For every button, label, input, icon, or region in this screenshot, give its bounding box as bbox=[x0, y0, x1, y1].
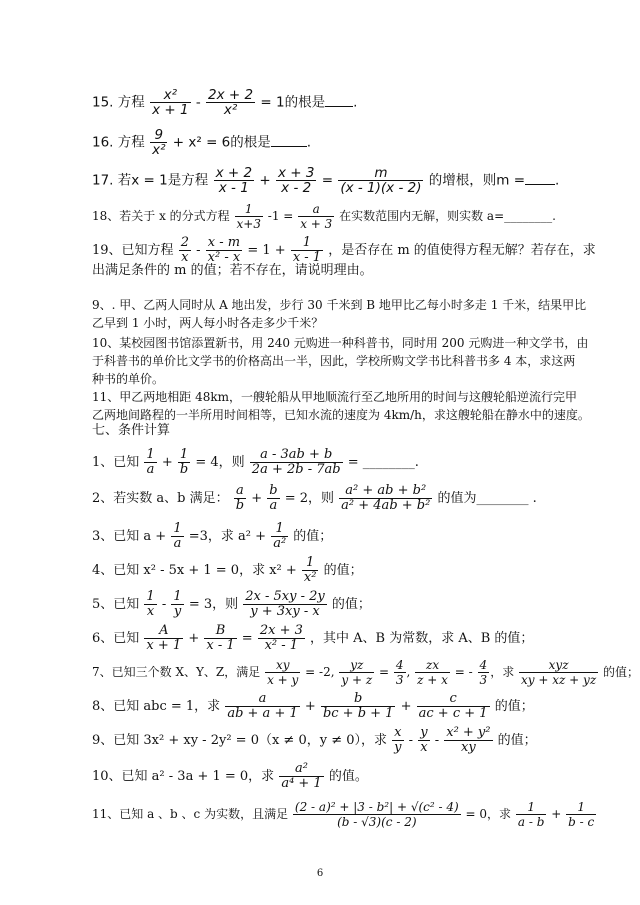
fraction: $\frac{x + 3}{x - 2}$ bbox=[277, 165, 315, 196]
fraction: $\frac{y}{x}$ bbox=[420, 725, 428, 755]
fraction: $\frac{1}{a}$ bbox=[173, 521, 182, 551]
answer-blank bbox=[525, 172, 555, 185]
fraction: $\frac{x + 2}{x - 1}$ bbox=[215, 165, 253, 196]
fraction: $\frac{xy}{x + y}$ bbox=[267, 658, 299, 687]
condition-8: 8、已知 abc = 1，求 $\frac{a}{ab + a + 1}$ + $\frac{b}{bc + b + 1}$ + $\frac{c}{ac + c + 1}$ 的值； bbox=[92, 691, 534, 721]
fraction: $\frac{4}{3}$ bbox=[479, 658, 488, 687]
fraction: $\frac{\text{a² + ab + b²}}{\text{a² + 4ab + b²}}$ bbox=[341, 483, 431, 513]
condition-1: 1、已知 $\frac{1}{a}$ + $\frac{1}{b}$ = 4，则 $\frac{a - 3ab + b}{2a + 2b - 7ab}$ = ________. bbox=[92, 447, 419, 477]
condition-7: 7、已知三个数 X、Y、Z，满足 $\frac{xy}{x + y}$ = -2, $\frac{yz}{y + z}$ = $\frac{4}{3}$ , $\frac{zx}{z + x}$ = - $\frac{4}{3}$ ，求 $\frac{\text{xyz}}{xy + xz + yz}$ 的值； bbox=[92, 658, 639, 687]
fraction: $\frac{A}{x + 1}$ bbox=[146, 623, 182, 653]
answer-blank bbox=[325, 94, 353, 107]
fraction: $\frac{c}{ac + c + 1}$ bbox=[418, 691, 488, 721]
q10-line3: 种书的单价。 bbox=[92, 372, 165, 386]
fraction: $\frac{1}{b - c}$ bbox=[568, 800, 595, 829]
fraction: $\frac{B}{x - 1}$ bbox=[206, 623, 235, 653]
condition-10: 10、已知 a² - 3a + 1 = 0，求 $\frac{\text{a²}}{\text{a⁴ + 1}}$ 的值。 bbox=[92, 761, 368, 791]
condition-2: 2、若实数 a、b 满足： $\frac{a}{b}$ + $\frac{b}{a}$ = 2，则 $\frac{\text{a² + ab + b²}}{\text{a² + 4ab + b²}}$ 的值为________ . bbox=[92, 483, 537, 513]
fraction: $\frac{\text{(2 - a)² + |3 - b²| + √(c² - 4)}}{(b - √3)(c - 2)}$ bbox=[294, 800, 459, 829]
problem-number: 15. bbox=[92, 94, 114, 111]
q10-line1: 10、某校园图书馆添置新书，用 240 元购进一种科普书，同时用 200 元购进一种文学书，由 bbox=[92, 336, 589, 350]
problem-19: 19、已知方程 $\frac{2}{x}$ - $\frac{x - m}{\text{x² - x}}$ = 1 + $\frac{1}{x - 1}$ ，是否存在 m 的值使得方程无解？若存在，求 bbox=[92, 235, 596, 265]
condition-11: 11、已知 a 、b 、c 为实数，且满足 $\frac{\text{(2 - a)² + |3 - b²| + √(c² - 4)}}{(b - √3)(c - 2)}$ = 0，求 $\frac{1}{a - b}$ + $\frac{1}{b - c}$ bbox=[92, 800, 595, 829]
fraction: $\frac{\text{a²}}{\text{a⁴ + 1}}$ bbox=[281, 761, 322, 791]
q10-line2: 于科普书的单价比文学书的价格高出一半，因此，学校所购文学书比科普书多 4 本，求这两 bbox=[92, 354, 576, 368]
fraction: $\frac{1}{\text{a²}}$ bbox=[273, 521, 287, 551]
fraction: $\frac{1}{x+3}$ bbox=[236, 202, 261, 231]
fraction: $\frac{4}{3}$ bbox=[395, 658, 404, 687]
q11-line2: 乙两地间路程的一半所用时间相等，已知水流的速度为 4km/h，求这艘轮船在静水中的速度。 bbox=[92, 408, 590, 422]
fraction: $\frac{1}{a}$ bbox=[146, 447, 155, 477]
page-number: 6 bbox=[316, 868, 324, 879]
fraction: $\frac{\text{xyz}}{xy + xz + yz}$ bbox=[521, 658, 597, 687]
fraction: $\frac{1}{\text{x²}}$ bbox=[303, 555, 317, 585]
fraction: $\frac{1}{b}$ bbox=[179, 447, 189, 477]
fraction: $\frac{1}{a - b}$ bbox=[517, 800, 545, 829]
fraction: $\frac{1}{x - 1}$ bbox=[292, 235, 322, 265]
fraction: $\frac{9}{\text{x²}}$ bbox=[152, 127, 166, 158]
fraction: $\frac{yz}{y + z}$ bbox=[341, 658, 373, 687]
fraction: $\frac{2x + 2}{\text{x²}}$ bbox=[208, 87, 254, 118]
fraction: $\frac{m}{(x - 1)(x - 2)}$ bbox=[340, 165, 422, 196]
fraction: $\frac{2}{x}$ bbox=[180, 235, 189, 265]
problem-17: 17. 若x = 1是方程 $\frac{x + 2}{x - 1}$ + $\frac{x + 3}{x - 2}$ = $\frac{m}{(x - 1)(x - 2)}$ 的增根，则m = . bbox=[92, 165, 560, 196]
q11-line1: 11、甲乙两地相距 48km，一艘轮船从甲地顺流行至乙地所用的时间与这艘轮船逆流行完甲 bbox=[92, 390, 578, 404]
problem-15: 15. 方程 $\frac{\text{x²}}{x + 1}$ - $\frac{2x + 2}{\text{x²}}$ = 1的根是 . bbox=[92, 87, 358, 118]
fraction: $\frac{\text{x² + y²}}{xy}$ bbox=[446, 725, 491, 755]
fraction: $\frac{x - m}{\text{x² - x}}$ bbox=[207, 235, 241, 265]
condition-9: 9、已知 3x² + xy - 2y² = 0（x ≠ 0，y ≠ 0），求 $\frac{x}{y}$ - $\frac{y}{x}$ - $\frac{\text{x² + y²}}{xy}$ 的值； bbox=[92, 725, 537, 755]
fraction: $\frac{a}{x + 3}$ bbox=[300, 202, 333, 231]
condition-4: 4、已知 x² - 5x + 1 = 0，求 x² + $\frac{1}{\text{x²}}$ 的值； bbox=[92, 555, 363, 585]
fraction: $\frac{1}{y}$ bbox=[173, 589, 182, 619]
q9-line2: 乙早到 1 小时，两人每小时各走多少千米？ bbox=[92, 316, 324, 330]
problem-number: 17. bbox=[92, 172, 114, 189]
fraction: $\frac{2x - 5xy - 2y}{y + 3xy - x}$ bbox=[245, 589, 325, 619]
fraction: $\frac{\text{x²}}{x + 1}$ bbox=[152, 87, 189, 118]
q9-line1: 9、. 甲、乙两人同时从 A 地出发，步行 30 千米到 B 地甲比乙每小时多走 1 千米，结果甲比 bbox=[92, 298, 587, 312]
fraction: $\frac{b}{bc + b + 1}$ bbox=[322, 691, 394, 721]
fraction: $\frac{a}{ab + a + 1}$ bbox=[227, 691, 298, 721]
condition-5: 5、已知 $\frac{1}{x}$ - $\frac{1}{y}$ = 3，则 $\frac{2x - 5xy - 2y}{y + 3xy - x}$ 的值； bbox=[92, 589, 371, 619]
problem-number: 16. bbox=[92, 134, 114, 151]
fraction: $\frac{a - 3ab + b}{2a + 2b - 7ab}$ bbox=[251, 447, 341, 477]
problem-16: 16. 方程 $\frac{9}{\text{x²}}$ + x² = 6的根是 . bbox=[92, 127, 312, 158]
fraction: $\frac{zx}{z + x}$ bbox=[417, 658, 448, 687]
fraction: $\frac{b}{a}$ bbox=[269, 483, 278, 513]
fraction: $\frac{x}{y}$ bbox=[394, 725, 402, 755]
condition-3: 3、已知 a + $\frac{1}{a}$ =3，求 a² + $\frac{1}{\text{a²}}$ 的值； bbox=[92, 521, 333, 551]
problem-18: 18、若关于 x 的分式方程 $\frac{1}{x+3}$ -1 = $\frac{a}{x + 3}$ 在实数范围内无解，则实数 a=________. bbox=[92, 202, 556, 231]
fraction: $\frac{a}{b}$ bbox=[235, 483, 245, 513]
answer-blank bbox=[271, 134, 307, 147]
fraction: $\frac{1}{x}$ bbox=[146, 589, 155, 619]
section-heading: 七、条件计算 bbox=[92, 423, 171, 438]
fraction: $\frac{2x + 3}{\text{x² - 1}}$ bbox=[259, 623, 303, 653]
condition-6: 6、已知 $\frac{A}{x + 1}$ + $\frac{B}{x - 1}$ = $\frac{2x + 3}{\text{x² - 1}}$ ，其中 A、B 为常数，求 A、B 的值； bbox=[92, 623, 534, 653]
problem-19-line2: 出满足条件的 m 的值；若不存在，请说明理由。 bbox=[92, 263, 373, 278]
